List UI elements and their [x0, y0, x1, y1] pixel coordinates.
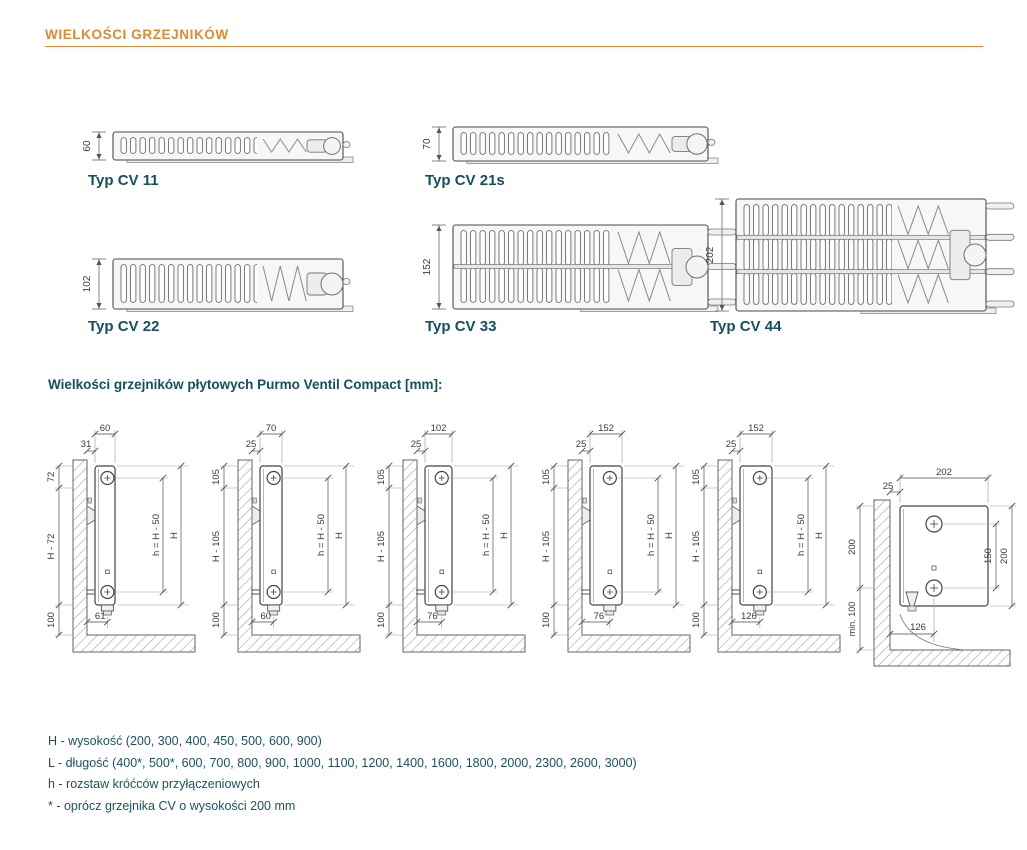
radiator-topview-cv11: [83, 129, 381, 176]
svg-text:h = H - 50: h = H - 50: [316, 514, 327, 556]
svg-text:60: 60: [99, 423, 111, 434]
svg-text:126: 126: [740, 611, 757, 622]
svg-text:H: H: [664, 532, 675, 539]
svg-text:H: H: [499, 532, 510, 539]
side-dimension-figure-2: [210, 420, 370, 677]
svg-text:102: 102: [83, 275, 93, 293]
svg-text:h = H - 50: h = H - 50: [796, 514, 807, 556]
label-typ-cv21s: Typ CV 21s: [425, 172, 505, 189]
svg-text:H: H: [169, 532, 180, 539]
svg-text:60: 60: [83, 140, 93, 152]
svg-text:H: H: [814, 532, 825, 539]
svg-text:152: 152: [748, 423, 764, 434]
side-dimension-figure-4: [540, 420, 700, 677]
side-dimension-figure-low: [848, 458, 1025, 703]
svg-text:70: 70: [265, 423, 277, 434]
svg-text:60: 60: [260, 611, 272, 622]
svg-text:76: 76: [593, 611, 605, 622]
svg-text:25: 25: [245, 439, 257, 450]
legend-line-asterisk: * - oprócz grzejnika CV o wysokości 200 mm: [48, 798, 296, 813]
svg-text:25: 25: [882, 481, 894, 492]
legend-line-h-small: h - rozstaw króćców przyłączeniowych: [48, 777, 260, 791]
svg-text:200: 200: [848, 539, 858, 555]
svg-text:126: 126: [910, 622, 926, 633]
svg-text:25: 25: [410, 439, 422, 450]
radiator-topview-cv22: [83, 256, 381, 325]
svg-text:H: H: [334, 532, 345, 539]
radiator-topview-cv33: [423, 222, 746, 325]
svg-text:102: 102: [430, 423, 447, 434]
svg-text:70: 70: [423, 138, 433, 150]
svg-text:31: 31: [80, 439, 92, 450]
svg-text:h = H - 50: h = H - 50: [646, 514, 657, 556]
svg-text:105: 105: [211, 469, 222, 485]
svg-text:H - 72: H - 72: [46, 533, 57, 560]
svg-text:min. 100: min. 100: [848, 601, 857, 637]
side-dimension-figure-5: [690, 420, 850, 677]
svg-text:105: 105: [376, 469, 387, 485]
svg-text:h = H - 50: h = H - 50: [481, 514, 492, 556]
svg-text:202: 202: [936, 467, 952, 478]
svg-text:152: 152: [598, 423, 614, 434]
radiator-topview-cv21s: [423, 124, 746, 177]
radiator-topview-cv44: [706, 196, 1024, 327]
side-dimension-figure-3: [375, 420, 535, 677]
svg-text:76: 76: [427, 611, 438, 622]
svg-text:25: 25: [575, 439, 587, 450]
svg-text:105: 105: [691, 469, 702, 485]
legend-line-h: H - wysokość (200, 300, 400, 450, 500, 600, 900): [48, 734, 322, 748]
svg-text:100: 100: [376, 612, 387, 628]
svg-text:100: 100: [46, 612, 57, 628]
svg-text:H - 105: H - 105: [691, 530, 702, 563]
legend-line-l: L - długość (400*, 500*, 600, 700, 800, 900, 1000, 1100, 1200, 1400, 1600, 1800, 2000, 2300, 2600, 3000): [48, 755, 637, 770]
svg-text:61: 61: [94, 611, 106, 622]
svg-text:202: 202: [706, 246, 716, 264]
svg-text:100: 100: [541, 612, 552, 628]
side-dimension-figure-1: [45, 420, 205, 677]
svg-text:h = H - 50: h = H - 50: [151, 514, 162, 556]
label-typ-cv11: Typ CV 11: [88, 172, 159, 189]
svg-text:152: 152: [423, 258, 433, 276]
svg-text:72: 72: [46, 471, 57, 483]
svg-text:H - 105: H - 105: [541, 530, 552, 563]
legend: [48, 731, 688, 817]
svg-text:150: 150: [983, 548, 994, 564]
svg-text:H - 105: H - 105: [376, 530, 387, 563]
svg-text:H - 105: H - 105: [211, 530, 222, 563]
dimensions-section-title: Wielkości grzejników płytowych Purmo Ventil Compact [mm]:: [48, 377, 443, 392]
label-typ-cv22: Typ CV 22: [88, 318, 160, 335]
svg-text:200: 200: [999, 548, 1010, 564]
header-rule: [45, 46, 983, 47]
label-typ-cv44: Typ CV 44: [710, 318, 782, 335]
svg-text:105: 105: [541, 469, 552, 485]
page-title: WIELKOŚCI GRZEJNIKÓW: [45, 27, 229, 42]
svg-text:100: 100: [691, 612, 702, 628]
svg-text:25: 25: [725, 439, 737, 450]
svg-text:100: 100: [211, 612, 222, 628]
label-typ-cv33: Typ CV 33: [425, 318, 497, 335]
